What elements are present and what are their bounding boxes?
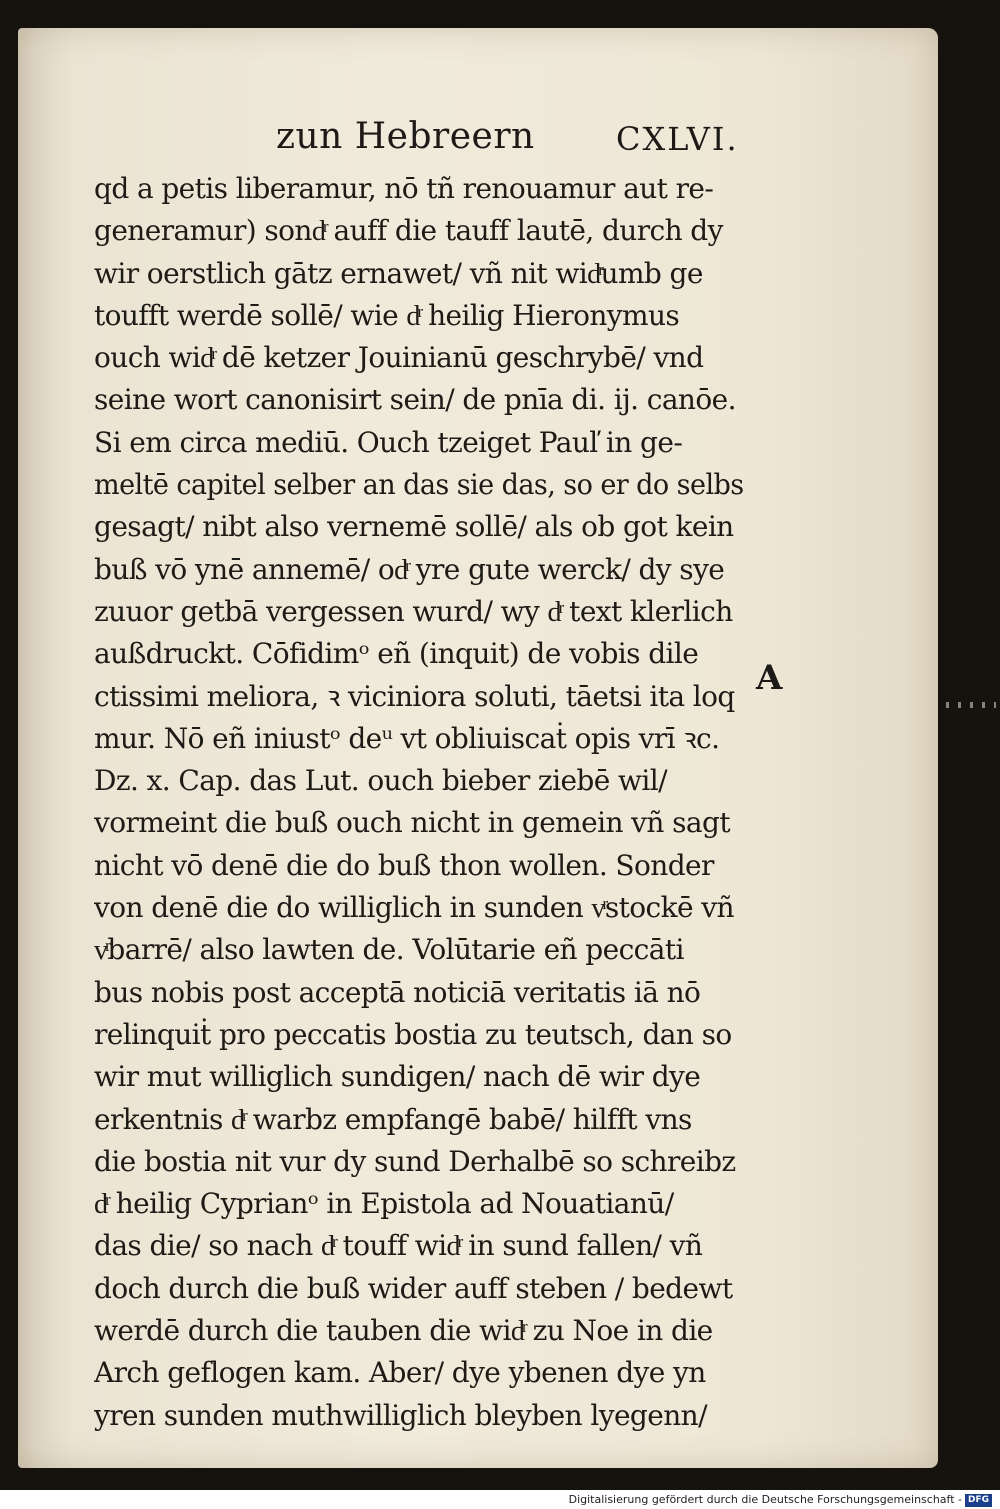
text-line: mur. Nō eñ iniustᵒ deᵘ vt obliuiscaṫ opis vrī ꝛc. bbox=[94, 721, 720, 755]
text-line: werdē durch die tauben die widͬ zu Noe in die bbox=[94, 1314, 713, 1348]
text-line: toufft werdē sollē/ wie dͬ heilig Hieronymus bbox=[94, 298, 680, 332]
text-line: erkentnis dͬ warbz empfangē babē/ hilfft vns bbox=[94, 1102, 692, 1136]
page-edge-marks bbox=[946, 702, 996, 708]
text-line: Arch geflogen kam. Aber/ dye ybenen dye yn bbox=[94, 1356, 706, 1390]
text-line: doch durch die buß wider auff steben / bedewt bbox=[94, 1271, 733, 1305]
text-line: ctissimi meliora, ꝛ viciniora soluti, tāetsi ita loq bbox=[94, 679, 735, 713]
text-line: gesagt/ nibt also vernemē sollē/ als ob got kein bbox=[94, 510, 734, 544]
dfg-logo: DFG bbox=[965, 1494, 992, 1507]
text-line: zuuor getbā vergessen wurd/ wy dͬ text klerlich bbox=[94, 594, 733, 628]
text-line: relinquiṫ pro peccatis bostia zu teutsch, dan so bbox=[94, 1017, 732, 1051]
text-line: generamur) sondͬ auff die tauff lautē, durch dy bbox=[94, 214, 723, 248]
marginal-letter: A bbox=[756, 658, 783, 698]
text-line: Dz. x. Cap. das Lut. ouch bieber ziebē wil/ bbox=[94, 764, 667, 798]
book-page bbox=[18, 28, 938, 1468]
running-head bbox=[18, 116, 938, 166]
text-line: wir mut williglich sundigen/ nach dē wir dye bbox=[94, 1060, 701, 1094]
text-line: dͬ heilig Cyprianᵒ in Epistola ad Nouatianū/ bbox=[94, 1187, 674, 1221]
text-line: vormeint die buß ouch nicht in gemein vñ sagt bbox=[94, 806, 730, 840]
running-head-title: zun Hebreern bbox=[276, 116, 535, 157]
text-line: meltē capitel selber an das sie das, so er do selbs bbox=[94, 468, 744, 502]
text-line: nicht vō denē die do buß thon wollen. Sonder bbox=[94, 848, 714, 882]
text-line: vͬbarrē/ also lawten de. Volūtarie eñ peccāti bbox=[94, 933, 684, 967]
text-line: wir oerstlich gātz ernawet/ vñ nit widͬumb ge bbox=[94, 256, 703, 290]
text-line: Si em circa mediū. Ouch tzeiget Pauľ in ge- bbox=[94, 425, 683, 459]
text-line: bus nobis post acceptā noticiā veritatis iā nō bbox=[94, 975, 701, 1009]
text-line: qd a petis liberamur, nō tñ renouamur aut re- bbox=[94, 172, 714, 205]
text-line: außdruckt. Cōfidimᵒ eñ (inquit) de vobis dile bbox=[94, 637, 699, 671]
text-line: buß vō ynē annemē/ odͬ yre gute werck/ dy sye bbox=[94, 552, 725, 586]
folio-number: CXLVI. bbox=[616, 120, 739, 158]
text-line: das die/ so nach dͬ touff widͬ in sund fallen/ vñ bbox=[94, 1229, 703, 1263]
text-line: von denē die do williglich in sunden vͬstockē vñ bbox=[94, 891, 734, 925]
text-line: seine wort canonisirt sein/ de pnīa di. ij. canōe. bbox=[94, 383, 736, 417]
body-text bbox=[94, 168, 754, 1437]
text-line: yren sunden muthwilliglich bleyben lyegenn/ bbox=[94, 1398, 707, 1432]
footer-text: Digitalisierung gefördert durch die Deutsche Forschungsgemeinschaft - bbox=[568, 1493, 962, 1506]
digitization-footer bbox=[569, 1490, 992, 1509]
text-line: die bostia nit vur dy sund Derhalbē so schreibz bbox=[94, 1144, 736, 1178]
text-line: ouch widͬ dē ketzer Jouinianū geschrybē/ vnd bbox=[94, 341, 704, 375]
